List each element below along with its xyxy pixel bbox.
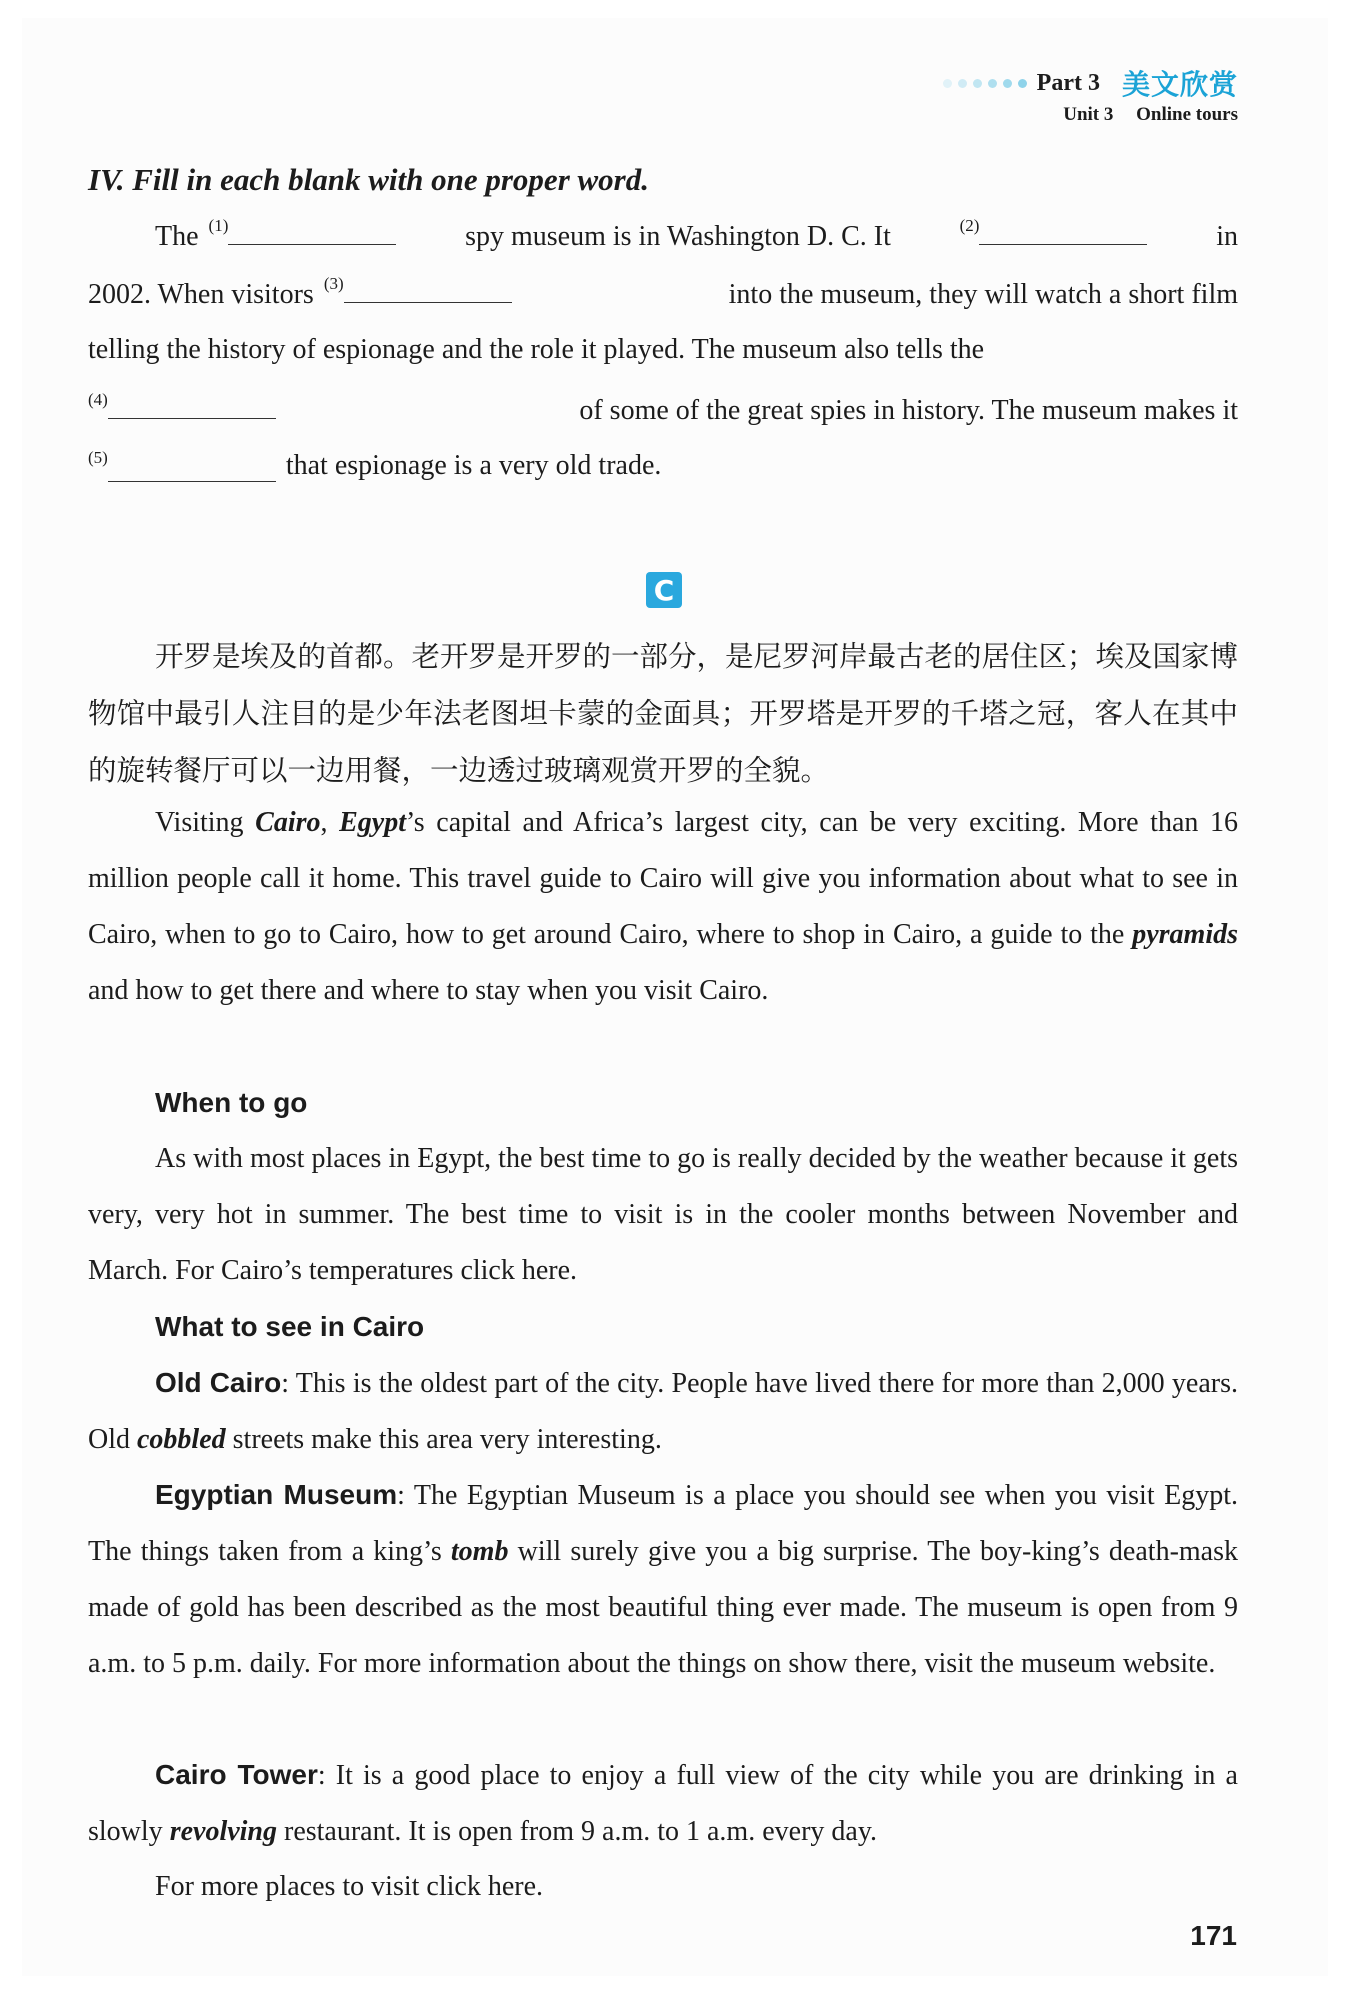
blank-2[interactable] <box>979 218 1147 245</box>
blank-1[interactable] <box>228 218 396 245</box>
glossed-word-revolving: revolving <box>169 1816 277 1847</box>
blank-4[interactable] <box>108 392 276 419</box>
heading-when-to-go: When to go <box>155 1087 308 1118</box>
decorative-dots <box>943 79 1027 88</box>
chinese-intro-paragraph: 开罗是埃及的首都。老开罗是开罗的一部分，是尼罗河岸最古老的居住区；埃及国家博物馆中最引人注目的是少年法老图坦卡蒙的金面具；开罗塔是开罗的千塔之冠，客人在其中的旋转餐厅可以一边用餐，一边透过玻璃观赏开罗的全貌。 <box>88 640 1239 787</box>
page-header <box>943 66 1238 126</box>
chinese-section-title: 美文欣赏 <box>1121 68 1238 101</box>
exercise-line-4: $^{(4)}$ of some of the great spies in history. The museum makes it <box>88 390 1238 426</box>
exercise-line-3: telling the history of espionage and the role it played. The museum also tells the <box>88 334 985 365</box>
more-places-link-text: For more places to visit click here. <box>155 1871 543 1902</box>
part-label: Part 3 <box>1036 69 1100 96</box>
exercise-line-2: 2002. When visitors $^{(3)}$ into the museum, they will watch a short film <box>88 274 1238 310</box>
unit-label: Unit 3 <box>1063 104 1114 125</box>
exercise-title: IV. Fill in each blank with one proper word. <box>88 162 649 197</box>
glossed-word-pyramids: pyramids <box>1132 919 1238 950</box>
blank-3[interactable] <box>344 276 512 303</box>
cairo-tower-paragraph: Cairo Tower: It is a good place to enjoy a full view of the city while you are drinking in a slowly revolving restaurant. It is open from 9 a.m. to 1 a.m. every day. <box>88 1759 1238 1847</box>
glossed-word-cairo: Cairo <box>255 807 321 838</box>
glossed-word-cobbled: cobbled <box>137 1424 226 1455</box>
glossed-word-tomb: tomb <box>450 1536 509 1567</box>
section-c-badge: C <box>646 572 682 608</box>
when-to-go-paragraph: As with most places in Egypt, the best time to go is really decided by the weather because it gets very, very hot in summer. The best time to visit is in the cooler months between November and March. For Cairo’s temperatures click here. <box>88 1143 1238 1286</box>
exercise-line-1: The $^{(1)}$ spy museum is in Washington D. C. It $^{(2)}$ in <box>155 216 1238 252</box>
old-cairo-paragraph: Old Cairo: This is the oldest part of the city. People have lived there for more than 2,000 years. Old cobbled streets make this area very interesting. <box>88 1367 1238 1455</box>
heading-what-to-see: What to see in Cairo <box>155 1311 425 1342</box>
egyptian-museum-label: Egyptian Museum <box>155 1479 398 1510</box>
exercise-line-5: (5) that espionage is a very old trade. <box>88 448 662 481</box>
glossed-word-egypt: Egypt <box>339 807 407 838</box>
page-number: 171 <box>1190 1920 1237 1951</box>
blank-5[interactable] <box>108 455 276 482</box>
unit-title: Online tours <box>1136 104 1238 125</box>
cairo-tower-label: Cairo Tower <box>155 1759 318 1790</box>
intro-paragraph: Visiting Cairo, Egypt’s capital and Africa’s largest city, can be very exciting. More than 16 million people call it home. This travel guide to Cairo will give you information about what to see in Cairo, when to go to Cairo, how to get around Cairo, where to shop in Cairo, a guide to the pyramids and how to get there and where to stay when you visit Cairo. <box>88 807 1238 1006</box>
egyptian-museum-paragraph: Egyptian Museum: The Egyptian Museum is a place you should see when you visit Egypt. The things taken from a king’s tomb will surely give you a big surprise. The boy-king’s death-mask made of gold has been described as the most beautiful thing ever made. The museum is open from 9 a.m. to 5 p.m. daily. For more information about the things on show there, visit the museum website. <box>88 1479 1238 1679</box>
old-cairo-label: Old Cairo <box>155 1367 282 1398</box>
